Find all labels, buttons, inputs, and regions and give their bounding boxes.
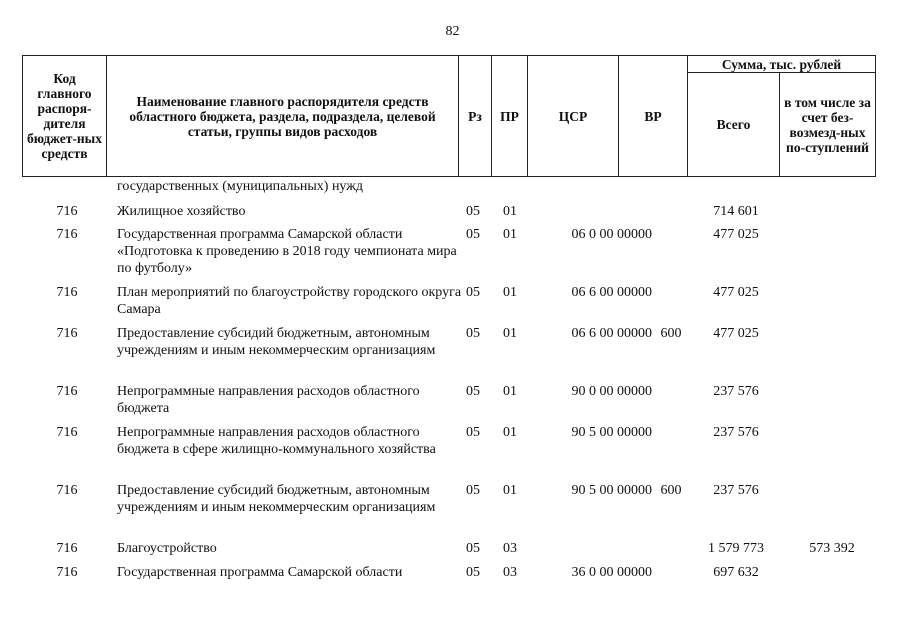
cell-name: Предоставление субсидий бюджетным, автономным учреждениям и иным некоммерческим организациям — [117, 326, 436, 358]
cell-pr: 01 — [503, 425, 517, 440]
table-row — [22, 325, 882, 383]
cell-kod: 716 — [56, 204, 78, 219]
table-header — [22, 55, 876, 177]
cell-name: Государственная программа Самарской области «Подготовка к проведению в 2018 году чемпионата мира по футболу» — [117, 227, 457, 276]
cell-kod: 716 — [56, 227, 78, 242]
cell-kod: 716 — [56, 483, 78, 498]
header-sum: Сумма, тыс. рублей — [688, 56, 876, 73]
cell-csr: 06 6 00 00000 — [571, 285, 652, 300]
table-row — [22, 178, 882, 203]
cell-pr: 01 — [503, 285, 517, 300]
cell-kod: 716 — [56, 326, 78, 341]
cell-rz: 05 — [466, 541, 480, 556]
header-pr: ПР — [492, 56, 528, 177]
cell-pr: 01 — [503, 326, 517, 341]
cell-rz: 05 — [466, 227, 480, 242]
cell-total: 477 025 — [713, 227, 759, 242]
continuation-text: государственных (муниципальных) нужд — [117, 179, 364, 194]
cell-total: 477 025 — [713, 285, 759, 300]
table-row — [22, 424, 882, 482]
cell-kod: 716 — [56, 384, 78, 399]
cell-rz: 05 — [466, 384, 480, 399]
table-row — [22, 482, 882, 540]
cell-total: 477 025 — [713, 326, 759, 341]
cell-vr: 600 — [660, 326, 682, 341]
header-csr: ЦСР — [528, 56, 619, 177]
cell-pr: 03 — [503, 541, 517, 556]
cell-total: 237 576 — [713, 483, 759, 498]
cell-name: Непрограммные направления расходов областного бюджета в сфере жилищно-коммунального хозяйства — [117, 425, 436, 457]
cell-pr: 01 — [503, 384, 517, 399]
table-body — [22, 178, 882, 588]
cell-name: Государственная программа Самарской области — [117, 565, 403, 580]
cell-kod: 716 — [56, 565, 78, 580]
header-rz: Рз — [459, 56, 492, 177]
table-row — [22, 226, 882, 284]
cell-total: 237 576 — [713, 425, 759, 440]
cell-pr: 03 — [503, 565, 517, 580]
cell-pr: 01 — [503, 483, 517, 498]
cell-rz: 05 — [466, 285, 480, 300]
cell-total: 237 576 — [713, 384, 759, 399]
cell-csr: 06 0 00 00000 — [571, 227, 652, 242]
cell-csr: 90 5 00 00000 — [571, 425, 652, 440]
table-row — [22, 284, 882, 325]
cell-total: 697 632 — [713, 565, 759, 580]
cell-name: План мероприятий по благоустройству городского округа Самара — [117, 285, 462, 317]
table-row — [22, 564, 882, 588]
header-name: Наименование главного распорядителя средств областного бюджета, раздела, подраздела, целевой статьи, группы видов расходов — [107, 56, 459, 177]
cell-name: Предоставление субсидий бюджетным, автономным учреждениям и иным некоммерческим организациям — [117, 483, 436, 515]
table-row — [22, 383, 882, 424]
cell-kod: 716 — [56, 541, 78, 556]
header-total: Всего — [688, 73, 780, 177]
table-row — [22, 203, 882, 226]
cell-csr: 90 5 00 00000 — [571, 483, 652, 498]
cell-pr: 01 — [503, 204, 517, 219]
cell-name: Жилищное хозяйство — [117, 204, 246, 219]
cell-kod: 716 — [56, 425, 78, 440]
cell-vr: 600 — [660, 483, 682, 498]
cell-rz: 05 — [466, 483, 480, 498]
page-number: 82 — [445, 24, 460, 39]
header-vr: ВР — [619, 56, 688, 177]
cell-csr: 06 6 00 00000 — [571, 326, 652, 341]
cell-name: Благоустройство — [117, 541, 217, 556]
cell-csr: 90 0 00 00000 — [571, 384, 652, 399]
cell-csr: 36 0 00 00000 — [571, 565, 652, 580]
cell-incl: 573 392 — [809, 541, 855, 556]
cell-name: Непрограммные направления расходов областного бюджета — [117, 384, 420, 416]
cell-total: 714 601 — [713, 204, 759, 219]
cell-rz: 05 — [466, 425, 480, 440]
cell-rz: 05 — [466, 565, 480, 580]
cell-pr: 01 — [503, 227, 517, 242]
cell-kod: 716 — [56, 285, 78, 300]
table-row — [22, 540, 882, 564]
cell-rz: 05 — [466, 326, 480, 341]
header-incl: в том числе за счет без-возмезд-ных по-ступлений — [780, 73, 876, 177]
header-kod: Код главного распоря-дителя бюджет-ных средств — [23, 56, 107, 177]
cell-total: 1 579 773 — [708, 541, 764, 556]
cell-rz: 05 — [466, 204, 480, 219]
